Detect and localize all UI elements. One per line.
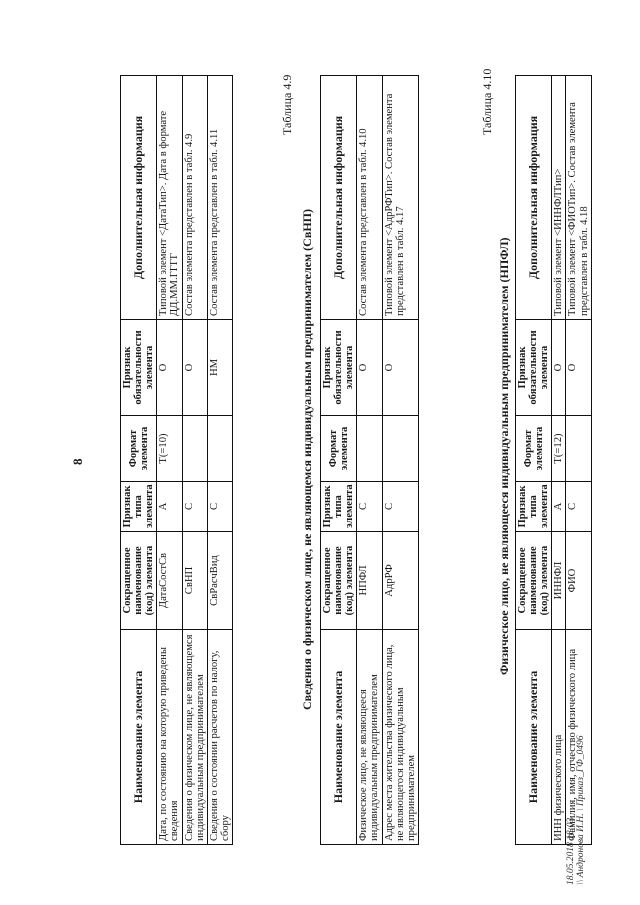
cell-format: T(=10) [157, 416, 182, 482]
cell-type: С [182, 482, 207, 532]
cell-format: T(=12) [552, 416, 566, 482]
header-info: Дополнительная информация [516, 76, 552, 320]
cell-code: НПФЛ [357, 532, 382, 630]
table-row [566, 76, 591, 845]
cell-mandatory: О [382, 320, 418, 416]
cell-name: Сведения о состоянии расчетов по налогу, сбору [207, 630, 232, 845]
cell-type: С [207, 482, 232, 532]
table-4-9-caption: Сведения о физическом лице, не являющемся индивидуальным предпринимателем (СвНП) [300, 209, 314, 710]
cell-type: С [566, 482, 591, 532]
table-row [157, 76, 182, 845]
table-4-9-label: Таблица 4.9 [280, 74, 294, 135]
cell-info: Типовой элемент <ФИОТип>. Состав элемента представлен в табл. 4.18 [566, 76, 591, 320]
header-info: Дополнительная информация [321, 76, 357, 320]
cell-type: А [157, 482, 182, 532]
cell-mandatory: О [566, 320, 591, 416]
cell-mandatory: О [182, 320, 207, 416]
cell-format [566, 416, 591, 482]
cell-info: Типовой элемент <АдрРФТип>. Состав элемента представлен в табл. 4.17 [382, 76, 418, 320]
header-info: Дополнительная информация [121, 76, 157, 320]
cell-info: Типовой элемент <ИННФЛТип> [552, 76, 566, 320]
cell-name: ИНН физического лица [552, 630, 566, 845]
stamp-datetime: 18.05.2018 18:03 [566, 817, 576, 885]
table-header-row [321, 76, 357, 845]
header-mandatory: Признак обязательности элемента [121, 320, 157, 416]
cell-name: Сведения о физическом лице, не являющемся индивидуальным предпринимателем [182, 630, 207, 845]
header-code: Сокращенное наименование (код) элемента [321, 532, 357, 630]
cell-code: ФИО [566, 532, 591, 630]
header-code: Сокращенное наименование (код) элемента [121, 532, 157, 630]
cell-mandatory: О [357, 320, 382, 416]
header-format: Формат элемента [121, 416, 157, 482]
header-type: Признак типа элемента [516, 482, 552, 532]
cell-type: А [552, 482, 566, 532]
header-name: Наименование элемента [516, 630, 552, 845]
cell-mandatory: НМ [207, 320, 232, 416]
cell-mandatory: О [552, 320, 566, 416]
cell-format [182, 416, 207, 482]
header-name: Наименование элемента [321, 630, 357, 845]
cell-name: Адрес места жительства физического лица, не являющегося индивидуальным предпринимателем [382, 630, 418, 845]
header-mandatory: Признак обязательности элемента [321, 320, 357, 416]
table-4-10 [515, 75, 592, 845]
table-row [382, 76, 418, 845]
table-4-10-caption: Физическое лицо, не являющееся индивидуальным предпринимателем (НПФЛ) [497, 237, 511, 675]
header-format: Формат элемента [321, 416, 357, 482]
table-4-10-label: Таблица 4.10 [480, 68, 494, 135]
cell-info: Типовой элемент <ДатаТип>. Дата в формате ДД.ММ.ГГГГ [157, 76, 182, 320]
cell-code: АдрРФ [382, 532, 418, 630]
header-code: Сокращенное наименование (код) элемента [516, 532, 552, 630]
cell-code: СвРасчВид [207, 532, 232, 630]
stamp-author: \\ Андронова И.Н. \ Приказ_ГФ_0496 [576, 735, 587, 885]
table-row [552, 76, 566, 845]
cell-name: Фамилия, имя, отчество физического лица [566, 630, 591, 845]
table-row [182, 76, 207, 845]
table-header-row [121, 76, 157, 845]
cell-code: ДатаСостСв [157, 532, 182, 630]
cell-name: Дата, по состоянию на которую приведены сведения [157, 630, 182, 845]
cell-format [382, 416, 418, 482]
cell-name: Физическое лицо, не являющееся индивидуальным предпринимателем [357, 630, 382, 845]
header-name: Наименование элемента [121, 630, 157, 845]
cell-type: С [357, 482, 382, 532]
table-header-row [516, 76, 552, 845]
cell-format [357, 416, 382, 482]
header-type: Признак типа элемента [321, 482, 357, 532]
print-stamp [566, 735, 587, 885]
cell-format [207, 416, 232, 482]
cell-info: Состав элемента представлен в табл. 4.9 [182, 76, 207, 320]
header-mandatory: Признак обязательности элемента [516, 320, 552, 416]
cell-info: Состав элемента представлен в табл. 4.10 [357, 76, 382, 320]
cell-info: Состав элемента представлен в табл. 4.11 [207, 76, 232, 320]
cell-code: СвНП [182, 532, 207, 630]
cell-code: ИННФЛ [552, 532, 566, 630]
cell-mandatory: О [157, 320, 182, 416]
cell-type: С [382, 482, 418, 532]
header-type: Признак типа элемента [121, 482, 157, 532]
page-number: 8 [70, 458, 85, 465]
table-continuation [120, 75, 233, 845]
header-format: Формат элемента [516, 416, 552, 482]
table-row [357, 76, 382, 845]
table-4-9 [320, 75, 419, 845]
table-row [207, 76, 232, 845]
